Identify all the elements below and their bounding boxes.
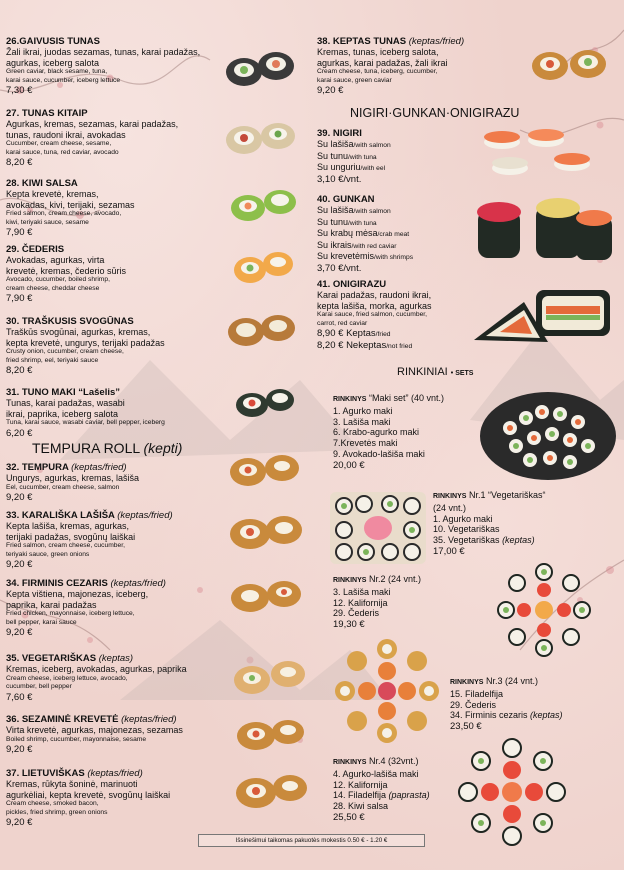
set-roll-em: (keptas) xyxy=(502,535,535,546)
item-ingredients-en: karai sauce, tuna, red caviar, avocado xyxy=(6,148,119,156)
item-ingredients-lt: Avokadas, agurkas, virta xyxy=(6,255,105,265)
item-ingredients-lt: Ungurys, agurkas, kremas, lašiša xyxy=(6,473,140,483)
nigiri-photo xyxy=(476,124,616,184)
item-ingredients-lt: paprika, karai padažas xyxy=(6,599,97,610)
set-name: “Maki set” xyxy=(368,393,409,403)
heading-text: TEMPURA ROLL xyxy=(32,440,140,456)
item-price: 8,20 € xyxy=(6,365,33,376)
item-ingredients-lt: kepta krevetė, ungurys, terijaki padažas xyxy=(6,337,165,348)
gunkan-photo xyxy=(466,190,616,270)
set-roll-em: (keptas) xyxy=(530,710,563,721)
set-name: Nr.2 xyxy=(368,574,386,584)
item-price: 8,90 € xyxy=(317,328,344,339)
roll-photo-30 xyxy=(228,315,295,346)
set-roll: 28. Kiwi salsa xyxy=(333,801,389,812)
roll-photo-26 xyxy=(226,52,294,86)
set-nr3-platter-photo xyxy=(328,632,446,750)
set-label: RINKINYS xyxy=(433,493,467,500)
item-ingredients-en: karai sauce, cucumber, iceberg lettuce xyxy=(6,76,121,84)
item-ingredients-lt: Kremas, iceberg, avokadas, agurkas, paprika xyxy=(6,664,187,674)
item-ingredients-en: Eel, cucumber, cream cheese, salmon xyxy=(6,483,120,491)
item-ingredients-lt: terijaki padažas, svogūnų laiškai xyxy=(6,531,136,542)
set-label: RINKINYS xyxy=(333,577,367,584)
item-ingredients-lt: krevetė, kremas, čederio sūris xyxy=(6,265,127,276)
set-nr4-platter-photo xyxy=(448,736,576,848)
set-roll: 4. Agurko-lašiša maki xyxy=(333,768,419,779)
set-count: (40 vnt.) xyxy=(411,393,445,403)
item-title-em: (keptas/fried) xyxy=(117,510,173,521)
item-ingredients-lt: Žali ikrai, juodas sezamas, tunas, karai padažas, xyxy=(6,47,201,57)
variant-lt: Su krabų mėsa xyxy=(317,228,378,238)
item-ingredients-lt: kepta lašiša, morka, agurkas xyxy=(317,300,432,311)
item-ingredients-lt: avokadas, kivi, terijaki, sezamas xyxy=(6,199,135,210)
onigirazu-photo xyxy=(466,282,616,352)
set-name: Nr.1 xyxy=(468,490,486,500)
set-roll: 1. Agurko maki xyxy=(433,513,493,524)
set-extra: “Vegetariškas“ xyxy=(488,490,546,500)
price-variant-en: /fried xyxy=(375,331,391,338)
item-price: 3,70 €/vnt. xyxy=(317,262,362,274)
item-price: 8,20 € xyxy=(6,157,33,168)
variant-lt: Su tunu xyxy=(317,150,349,161)
variant-en: /with tuna xyxy=(348,219,377,227)
set-count: (24 vnt.) xyxy=(505,676,539,686)
item-ingredients-en: karai sauce, green caviar xyxy=(317,76,392,84)
set-nr1-platter-photo xyxy=(326,486,430,570)
set-roll: 1. Agurko maki xyxy=(333,405,393,416)
item-price: 9,20 € xyxy=(6,744,33,755)
item-ingredients-en: Fried chicken, mayonnaise, iceberg lettuce, xyxy=(6,610,135,617)
item-ingredients-en: fried shrimp, eel, teriyaki sauce xyxy=(6,356,99,364)
item-ingredients-en: teriyaki sauce, green onions xyxy=(6,550,90,558)
item-title: 41. ONIGIRAZU xyxy=(317,279,387,290)
item-ingredients-en: Cream cheese, iceberg lettuce, avocado, xyxy=(6,674,128,682)
item-title: 26.GAIVUSIS TUNAS xyxy=(6,36,100,47)
roll-photo-28 xyxy=(231,190,296,221)
item-price: 7,30 € xyxy=(6,85,33,96)
item-price: 9,20 € xyxy=(317,85,344,96)
item-ingredients-en: Crusty onion, cucumber, cream cheese, xyxy=(6,348,124,355)
item-title: 37. LIETUVIŠKAS xyxy=(6,768,85,779)
item-ingredients-lt: Kremas, tunas, iceberg salota, xyxy=(317,47,439,57)
heading-em: (kepti) xyxy=(143,440,183,456)
set-roll: 12. Kalifornija xyxy=(333,597,388,608)
item-ingredients-en: Boiled shrimp, cucumber, mayonnaise, sesame xyxy=(6,735,147,743)
set-price: 25,50 € xyxy=(333,811,365,823)
set-name: Nr.3 xyxy=(485,676,503,686)
price-variant-lt: Nekeptas xyxy=(346,339,387,351)
set-roll: 35. Vegetariškas xyxy=(433,535,500,546)
set-roll: 6. Krabo-agurko maki xyxy=(333,427,420,438)
set-nr2 xyxy=(333,574,483,630)
set-roll: 3. Lašiša maki xyxy=(333,416,391,427)
packaging-fee-note: Išsinešimui taikomas pakuotės mokestis 0.50 € - 1.20 € xyxy=(198,834,425,847)
item-price: 6,20 € xyxy=(6,427,33,439)
item-ingredients-lt: agurkas, iceberg salota xyxy=(6,57,100,68)
item-ingredients-lt: agurkėliai, kepta krevetė, svogūnų laiškai xyxy=(6,789,171,800)
item-ingredients-en: Fried salmon, cream cheese, avocado, xyxy=(6,210,122,217)
set-label: RINKINYS xyxy=(450,679,484,686)
item-ingredients-en: Karai sauce, fried salmon, cucumber, xyxy=(317,311,428,318)
variant-en: /with eel xyxy=(360,165,386,172)
item-ingredients-en: Cream cheese, tuna, iceberg, cucumber, xyxy=(317,68,438,75)
set-price: 17,00 € xyxy=(433,545,465,557)
item-price: 3,10 €/vnt. xyxy=(317,173,362,185)
item-ingredients-lt: Kepta vištiena, majonezas, iceberg, xyxy=(6,589,149,599)
variant-en: /with salmon xyxy=(353,142,391,149)
set-label: RINKINYS xyxy=(333,759,367,766)
item-ingredients-en: cream cheese, cheddar cheese xyxy=(6,284,100,292)
item-title: 38. KEPTAS TUNAS xyxy=(317,36,407,47)
set-nr1 xyxy=(433,490,618,557)
item-title-em: (keptas/fried) xyxy=(110,578,166,589)
item-ingredients-lt: tunas, raudoni ikrai, avokadas xyxy=(6,129,126,140)
item-ingredients-lt: Agurkas, kremas, sezamas, karai padažas, xyxy=(6,119,179,129)
item-price: 9,20 € xyxy=(6,559,33,570)
roll-photo-31 xyxy=(236,389,294,417)
item-title-em: (keptas/fried) xyxy=(71,462,127,473)
set-nr2-platter-photo xyxy=(470,562,620,658)
item-title: 36. SEZAMINĖ KREVETĖ xyxy=(6,714,119,725)
variant-lt: Su lašiša xyxy=(317,139,354,149)
roll-photo-29 xyxy=(234,252,293,283)
item-ingredients-en: cucumber, bell pepper xyxy=(6,683,72,690)
variant-en: /with red caviar xyxy=(351,242,397,250)
variant-en: /with shrimps xyxy=(374,254,414,261)
sushi-roll-photos xyxy=(222,40,302,440)
item-title-em: (keptas) xyxy=(98,653,134,664)
item-ingredients-lt: Kepta lašiša, kremas, agurkas, xyxy=(6,521,130,531)
item-ingredients-en: Avocado, cucumber, boiled shrimp, xyxy=(6,276,110,283)
variant-en: /crab meat xyxy=(377,231,410,238)
item-title: 31. TUNO MAKI “Lašelis” xyxy=(6,387,121,398)
item-ingredients-en: bell pepper, karai sauce xyxy=(6,618,77,626)
item-title: 33. KARALIŠKA LAŠIŠA xyxy=(6,510,115,521)
item-title: 40. GUNKAN xyxy=(317,194,375,205)
item-ingredients-en: Fried salmon, cream cheese, cucumber, xyxy=(6,542,125,549)
item-ingredients-en: kiwi, teriyaki sauce, sesame xyxy=(6,218,89,226)
item-title-em: (keptas/fried) xyxy=(408,36,465,47)
roll-photo-38 xyxy=(528,40,618,90)
roll-photo-27 xyxy=(226,123,295,154)
item-price: 7,90 € xyxy=(6,293,33,304)
item-title: 34. FIRMINIS CEZARIS xyxy=(6,578,108,589)
set-roll: 15. Filadelfija xyxy=(450,688,504,699)
item-ingredients-lt: agurkas, karai padažas, žali ikrai xyxy=(317,57,448,68)
item-ingredients-lt: Kepta krevetė, kremas, xyxy=(6,189,99,199)
item-price: 8,20 € xyxy=(317,339,344,351)
set-roll: 3. Lašiša maki xyxy=(333,586,391,597)
set-nr3 xyxy=(450,676,620,732)
item-price: 7,90 € xyxy=(6,227,33,238)
set-roll: 29. Čederis xyxy=(333,608,380,619)
set-roll: 34. Firminis cezaris xyxy=(450,710,528,721)
set-price: 20,00 € xyxy=(333,459,365,471)
variant-en: /with tuna xyxy=(348,153,377,161)
sets-heading-small: • SETS xyxy=(450,370,474,377)
item-ingredients-en: carrot, red caviar xyxy=(317,319,368,327)
set-count: (32vnt.) xyxy=(388,756,419,766)
item-title: 29. ČEDERIS xyxy=(6,244,65,255)
price-variant-lt: Keptas xyxy=(346,328,376,339)
set-name: Nr.4 xyxy=(368,756,386,766)
set-roll: 10. Vegetariškas xyxy=(433,524,500,535)
item-ingredients-lt: Traškūs svogūnai, agurkas, kremas, xyxy=(6,327,151,337)
nigiri-section-heading: NIGIRI·GUNKAN·ONIGIRAZU xyxy=(350,106,520,120)
item-title: 28. KIWI SALSA xyxy=(6,178,78,189)
set-count: (24 vnt.) xyxy=(388,574,422,584)
item-ingredients-en: Green caviar, black sesame, tuna, xyxy=(6,68,108,75)
set-roll: 12. Kalifornija xyxy=(333,779,388,790)
item-title-em: (keptas/fried) xyxy=(87,768,143,779)
variant-lt: Su tunu xyxy=(317,216,349,227)
set-roll: 7.Krevetės maki xyxy=(333,438,398,449)
item-ingredients-en: Cucumber, cream cheese, sesame, xyxy=(6,140,112,147)
item-ingredients-en: pickles, fried shrimp, green onions xyxy=(6,808,108,816)
variant-lt: Su unguriu xyxy=(317,162,361,172)
set-roll-em: (paprasta) xyxy=(388,790,430,801)
set-roll: 14. Filadelfija xyxy=(333,790,387,801)
price-variant-en: /not fried xyxy=(386,342,413,350)
item-ingredients-en: Cream cheese, smoked bacon, xyxy=(6,800,99,807)
sets-heading-text: RINKINIAI xyxy=(397,366,448,378)
variant-lt: Su lašiša xyxy=(317,205,354,215)
item-title-em: (keptas/fried) xyxy=(121,714,177,725)
item-ingredients-lt: Kremas, rūkyta šoninė, marinuoti xyxy=(6,779,138,789)
item-title: 30. TRAŠKUSIS SVOGŪNAS xyxy=(6,316,134,327)
item-ingredients-lt: ikrai, paprika, iceberg salota xyxy=(6,408,119,419)
item-title: 32. TEMPURA xyxy=(6,462,69,473)
variant-lt: Su krevetėmis xyxy=(317,251,375,261)
set-label: RINKINYS xyxy=(333,396,367,403)
set-count: (24 vnt.) xyxy=(433,502,467,513)
set-roll: 29. Čederis xyxy=(450,699,497,710)
item-price: 7,60 € xyxy=(6,691,33,703)
item-title: 27. TUNAS KITAIP xyxy=(6,108,88,119)
set-roll: 9. Avokado-lašiša maki xyxy=(333,448,425,459)
set-maki xyxy=(333,393,483,471)
sets-section-heading xyxy=(397,366,473,378)
item-ingredients-lt: Virta krevetė, agurkas, majonezas, sezamas xyxy=(6,725,183,735)
item-ingredients-lt: Karai padažas, raudoni ikrai, xyxy=(317,290,432,300)
tempura-roll-photos xyxy=(222,448,312,828)
variant-lt: Su ikrais xyxy=(317,239,352,250)
item-price: 9,20 € xyxy=(6,492,33,503)
item-title: 39. NIGIRI xyxy=(317,128,362,139)
item-title: 35. VEGETARIŠKAS xyxy=(6,653,97,664)
variant-en: /with salmon xyxy=(353,208,391,215)
item-price: 9,20 € xyxy=(6,817,33,828)
item-price: 9,20 € xyxy=(6,627,33,638)
item-ingredients-en: Tuna, karai sauce, wasabi caviar, bell pepper, iceberg xyxy=(6,419,165,426)
maki-set-platter-photo xyxy=(470,388,620,483)
tempura-section-heading xyxy=(32,440,182,456)
item-ingredients-lt: Tunas, karai padažas, wasabi xyxy=(6,398,125,408)
set-price: 19,30 € xyxy=(333,619,365,631)
set-price: 23,50 € xyxy=(450,721,482,733)
